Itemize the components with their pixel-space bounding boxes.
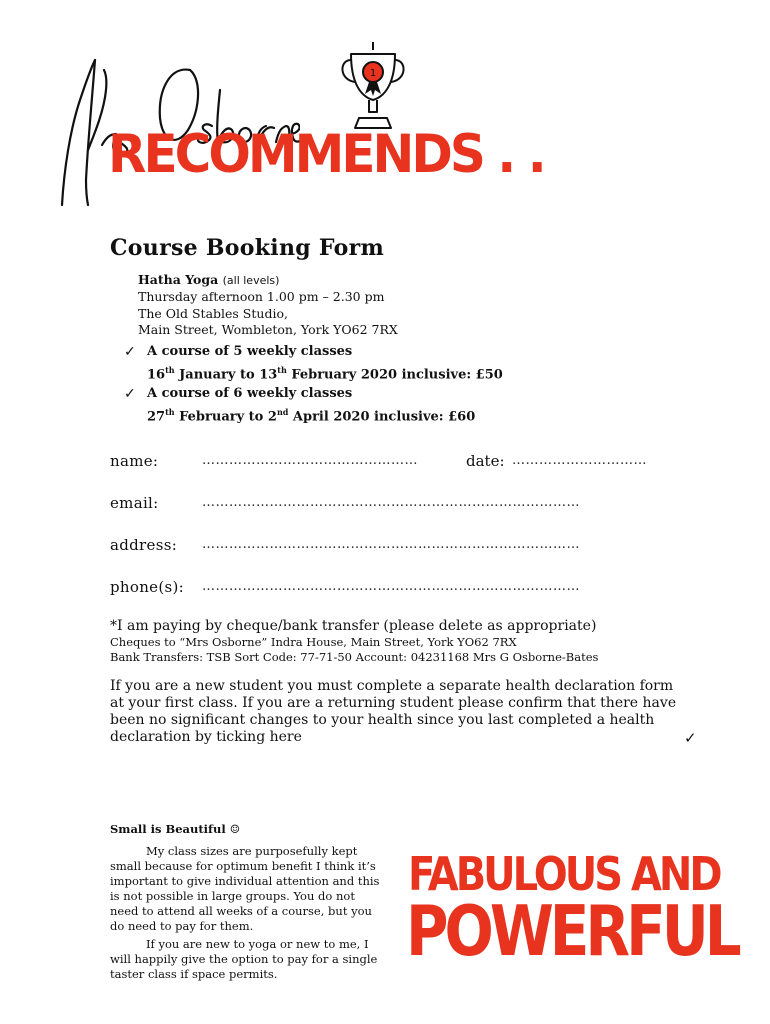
- name-field[interactable]: …………………………………………: [202, 453, 418, 468]
- option-end-day: 13: [259, 367, 278, 383]
- taster-class-paragraph: If you are new to yoga or new to me, I will happily give the option to pay for a single taster class if space permits.: [110, 937, 378, 981]
- option-start-day: 27: [147, 409, 166, 425]
- slogan-fabulous-and: FABULOUS AND: [408, 848, 720, 902]
- trophy-icon: [335, 40, 411, 136]
- option-end-tail: February 2020 inclusive: £50: [291, 367, 503, 383]
- option-end-suffix: th: [277, 365, 287, 375]
- address-field[interactable]: …………………………………………………………………………: [202, 537, 580, 552]
- option-start-day: 16: [147, 367, 166, 383]
- phone-label: phone(s):: [110, 578, 184, 596]
- date-field[interactable]: …………………………: [512, 453, 647, 468]
- option-start-month: January to: [179, 367, 255, 383]
- payment-method-note: *I am paying by cheque/bank transfer (please delete as appropriate): [110, 618, 597, 634]
- health-declaration-note: If you are a new student you must complete a separate health declaration form at your first class. If you are a returning student please confirm that there have been no significant changes to your health since you last completed a health declaration by ticking here: [110, 678, 677, 745]
- phone-field[interactable]: …………………………………………………………………………: [202, 579, 580, 594]
- option-title: A course of 5 weekly classes: [147, 344, 353, 359]
- option-start-suffix: th: [165, 365, 175, 375]
- email-field[interactable]: …………………………………………………………………………: [202, 495, 580, 510]
- option-start-month: February to: [179, 409, 264, 425]
- course-venue: The Old Stables Studio,: [138, 306, 288, 321]
- date-label: date:: [466, 452, 505, 470]
- option-start-suffix: th: [165, 407, 175, 417]
- health-checkmark-icon[interactable]: ✓: [684, 729, 697, 747]
- address-label: address:: [110, 536, 178, 554]
- class-size-paragraph: My class sizes are purposefully kept small because for optimum benefit I think it’s important to give individual attention and this is not possible in large groups. You do not need to attend all weeks of a course, but you do need to pay for them.: [110, 844, 380, 933]
- logo-recommends-text: RECOMMENDS . .: [108, 123, 544, 185]
- page-title: Course Booking Form: [110, 235, 385, 261]
- cheque-details: Cheques to “Mrs Osborne” Indra House, Main Street, York YO62 7RX: [110, 635, 517, 649]
- checkmark-icon[interactable]: ✓: [124, 386, 136, 402]
- course-level: (all levels): [222, 274, 280, 287]
- course-name-text: Hatha Yoga: [138, 272, 219, 287]
- smiley-icon: ☺: [229, 822, 241, 836]
- course-time: Thursday afternoon 1.00 pm – 2.30 pm: [138, 289, 385, 304]
- course-name: [138, 271, 279, 289]
- option-end-tail: April 2020 inclusive: £60: [292, 409, 476, 425]
- option-text: [147, 343, 503, 384]
- bank-transfer-details: Bank Transfers: TSB Sort Code: 77-71-50 Account: 04231168 Mrs G Osborne-Bates: [110, 650, 599, 664]
- email-label: email:: [110, 494, 159, 512]
- course-address: Main Street, Wombleton, York YO62 7RX: [138, 322, 398, 337]
- option-title: A course of 6 weekly classes: [147, 386, 353, 401]
- name-label: name:: [110, 452, 159, 470]
- svg-text:1: 1: [369, 68, 377, 79]
- slogan-powerful: POWERFUL: [406, 890, 738, 972]
- checkmark-icon[interactable]: ✓: [124, 344, 136, 360]
- small-title-text: Small is Beautiful: [110, 822, 226, 836]
- option-end-suffix: nd: [276, 407, 289, 417]
- option-end-day: 2: [267, 409, 277, 425]
- small-is-beautiful-heading: [110, 822, 240, 836]
- option-text: [147, 385, 475, 426]
